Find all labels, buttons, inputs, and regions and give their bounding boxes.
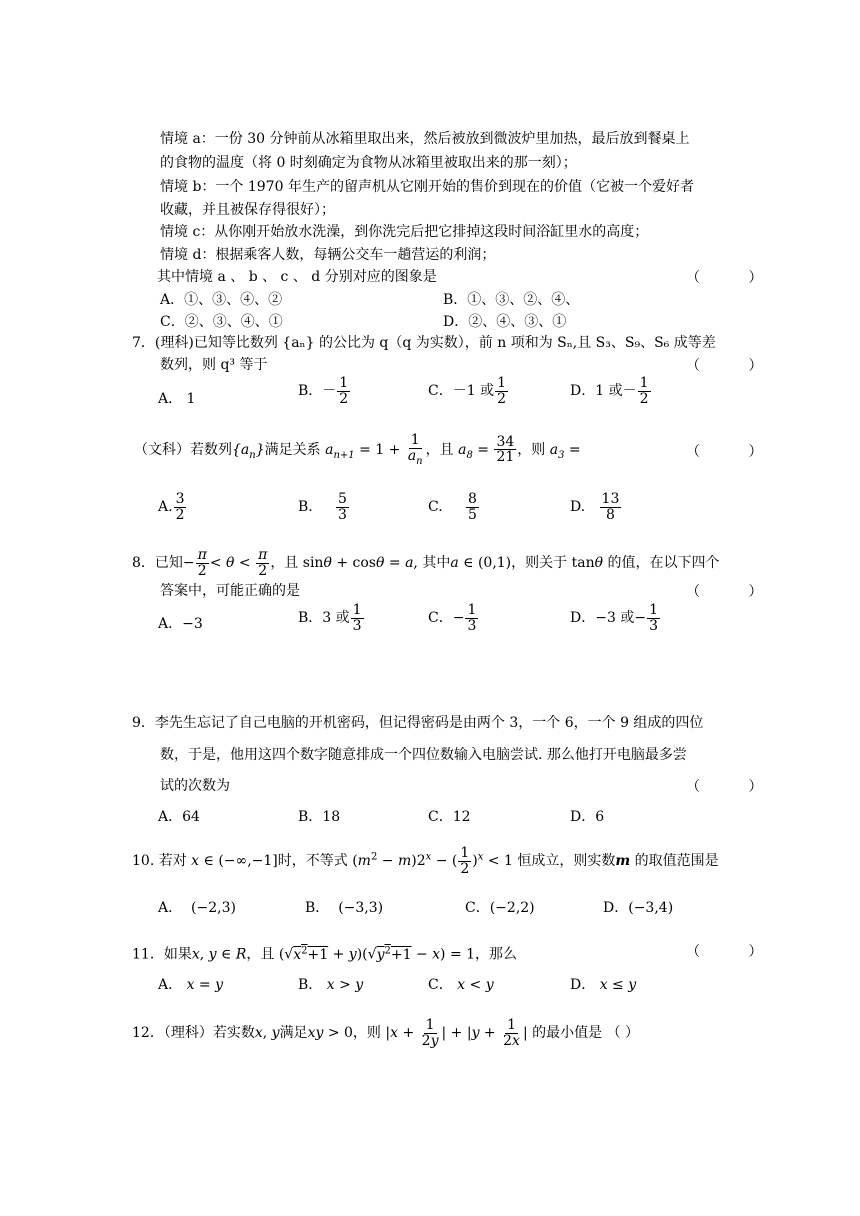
- fraction-half: $\frac{1}{2}$: [639, 375, 649, 407]
- scenario-b-line2: 收藏，并且被保存得很好）；: [160, 202, 335, 218]
- q12-line1: 12．（理科）若实数x, y满足xy > 0，则 |x + $\frac{1}{2y}$ | + |y + $\frac{1}{2x}$ | 的最小值是 （ ）: [132, 1017, 640, 1049]
- q7-wenke-paren: （ ）: [686, 444, 785, 460]
- q10-line1: 10. 若对 x ∈ (−∞,−1]时，不等式 $(m^2 - m)2^x$ − ( $\frac{1}{2}$ )$^x$ < 1 恒成立，则实数m 的取值范围是: [132, 845, 719, 877]
- q7-wenke-option-c: C. $\frac{8}{5}$: [428, 491, 477, 523]
- q8-option-a: A．−3: [158, 616, 203, 632]
- q9-option-b: B．18: [298, 809, 341, 825]
- q8-option-c: C．− $\frac{1}{3}$: [428, 602, 477, 634]
- q7-wenke-option-a: A. $\frac{3}{2}$: [158, 491, 185, 523]
- fraction-half: $\frac{1}{2}$: [339, 375, 349, 407]
- q11-line1: 11．如果x, y ∈ R，且 $(√x^2+1 + y)(√y^2+1 - x) = 1$，那么: [132, 945, 518, 963]
- q7-option-d: D．1 或－ $\frac{1}{2}$: [570, 375, 649, 407]
- q7-option-b: B．－ $\frac{1}{2}$: [298, 375, 349, 407]
- q7-option-c: C．－1 或 $\frac{1}{2}$: [428, 375, 506, 407]
- q6-answer-paren: （ ）: [686, 270, 785, 286]
- scenario-d: 情境 d：根据乘客人数，每辆公交车一趟营运的利润；: [160, 247, 496, 263]
- q8-line1: 8．已知− $\frac{\pi}{2}$ < θ < $\frac{\pi}{2}$ ，且 sinθ + cosθ = a, 其中a ∈ (0,1)，则关于 tanθ 的值，在以下四个: [132, 547, 720, 579]
- q9-option-d: D．6: [570, 809, 605, 825]
- q8-option-d: D．−3 或− $\frac{1}{3}$: [570, 602, 658, 634]
- q7-wenke-stem: （文科）若数列$\{a_n\}$满足关系 $a_{n+1} = 1$ + $\frac{1}{a_n}$ ，且 $a_8$ = $\frac{34}{21}$ ，则 $a_3$ =: [134, 432, 581, 467]
- q11-option-c: C． x < y: [428, 977, 494, 993]
- q6-option-d: D．②、④、③、①: [443, 314, 567, 330]
- q6-option-a: A．①、③、④、②: [160, 292, 283, 308]
- scenario-a-line2: 的食物的温度（将 0 时刻确定为食物从冰箱里被取出来的那一刻）；: [160, 155, 577, 171]
- q9-line2: 数，于是，他用这四个数字随意排成一个四位数输入电脑尝试. 那么他打开电脑最多尝: [160, 747, 687, 763]
- scenario-a-line1: 情境 a：一份 30 分钟前从冰箱里取出来，然后被放到微波炉里加热，最后放到餐桌上: [160, 131, 690, 147]
- q10-option-a: A． (−2,3): [158, 900, 236, 916]
- q11-option-d: D． x ≤ y: [570, 977, 637, 993]
- scenario-c: 情境 c：从你刚开始放水洗澡，到你洗完后把它排掉这段时间浴缸里水的高度；: [160, 224, 649, 240]
- q9-answer-paren: （ ）: [686, 779, 785, 795]
- q11-answer-paren: （ ）: [686, 944, 785, 960]
- q8-answer-paren: （ ）: [686, 584, 785, 600]
- q10-option-d: D．(−3,4): [603, 900, 674, 916]
- q7-answer-paren: （ ）: [686, 358, 785, 374]
- q7-line2: 数列，则 q³ 等于: [160, 357, 268, 373]
- q7-option-a: A． 1: [158, 391, 196, 407]
- fraction-half: $\frac{1}{2}$: [497, 375, 506, 407]
- q9-option-a: A．64: [158, 809, 200, 825]
- fraction-34-21: $\frac{34}{21}$: [496, 433, 515, 466]
- q9-line3: 试的次数为: [160, 778, 230, 794]
- q6-stem: 其中情境 a 、 b 、 c 、 d 分别对应的图象是: [157, 269, 437, 285]
- q10-option-c: C．(−2,2): [465, 900, 535, 916]
- q9-line1: 9．李先生忘记了自己电脑的开机密码，但记得密码是由两个 3，一个 6，一个 9 组成的四位: [132, 715, 704, 731]
- q7-line1: 7．(理科)已知等比数列 {aₙ} 的公比为 q（q 为实数），前 n 项和为 Sₙ,且 S₃、S₉、S₆ 成等差: [132, 335, 716, 351]
- q9-option-c: C．12: [428, 809, 471, 825]
- scenario-b-line1: 情境 b：一个 1970 年生产的留声机从它刚开始的售价到现在的价值（它被一个爱好者: [160, 179, 694, 195]
- q8-line2: 答案中，可能正确的是: [160, 583, 300, 599]
- q8-option-b: B．3 或 $\frac{1}{3}$: [298, 602, 362, 634]
- q11-option-b: B． x > y: [298, 977, 364, 993]
- q6-option-b: B．①、③、②、④、: [443, 292, 580, 308]
- q11-option-a: A． x = y: [158, 977, 224, 993]
- q10-option-b: B． (−3,3): [305, 900, 384, 916]
- q7-wenke-option-b: B. $\frac{5}{3}$: [298, 491, 347, 523]
- q7-wenke-option-d: D. $\frac{13}{8}$: [570, 491, 620, 523]
- q6-option-c: C．②、③、④、①: [160, 314, 283, 330]
